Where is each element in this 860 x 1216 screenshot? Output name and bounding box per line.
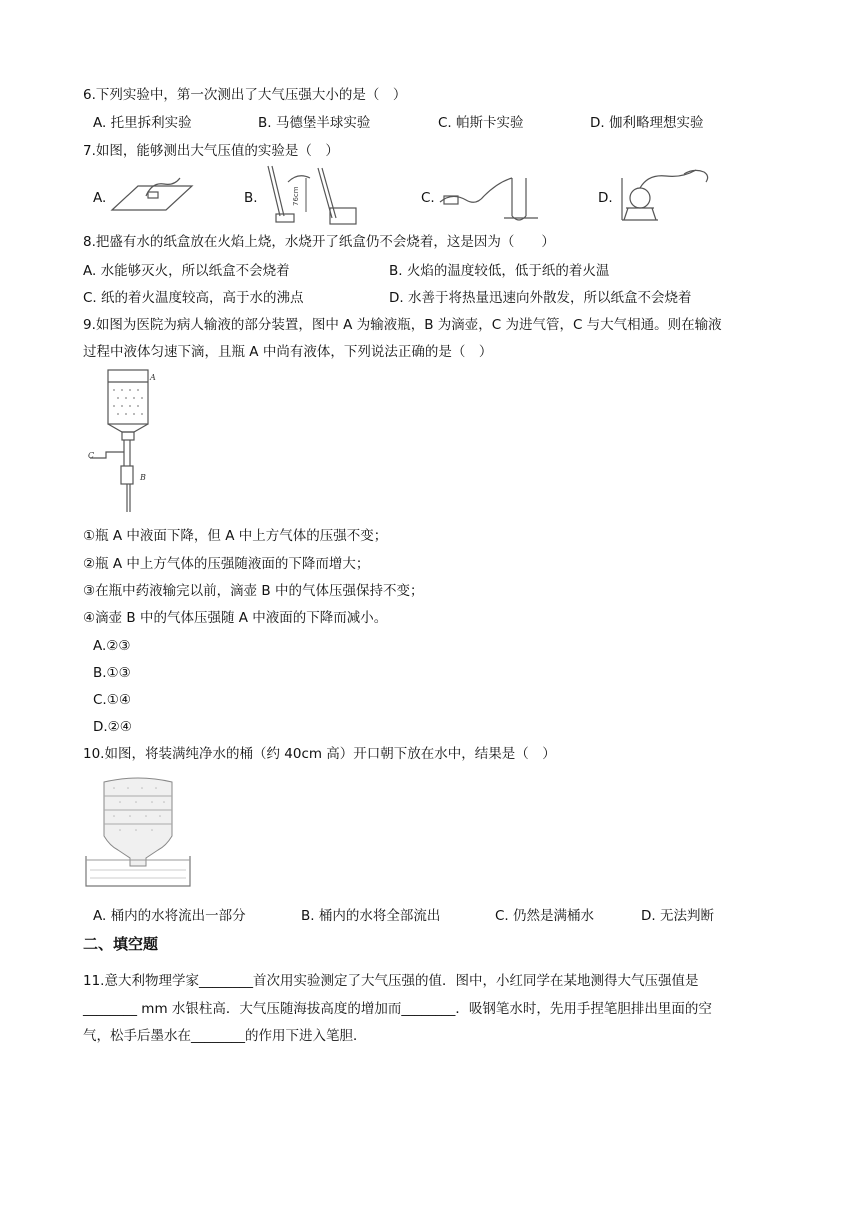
q9-statement-4: ④滴壶 B 中的气体压强随 A 中液面的下降而减小。 bbox=[83, 610, 388, 626]
q10-option-c: C. 仍然是满桶水 bbox=[495, 908, 595, 924]
q7-label-c: C. bbox=[421, 190, 435, 206]
q8-option-a: A. 水能够灭火，所以纸盒不会烧着 bbox=[83, 263, 290, 279]
q8-option-d: D. 水善于将热量迅速向外散发，所以纸盒不会烧着 bbox=[389, 290, 692, 306]
q11-line3: 气，松手后墨水在________的作用下进入笔胆． bbox=[83, 1028, 367, 1044]
q9-option-a: A.②③ bbox=[93, 638, 131, 654]
q7-stem: 7.如图，能够测出大气压值的实验是（ ） bbox=[83, 143, 339, 159]
q11-line2: ________ mm 水银柱高．大气压随海拔高度的增加而________．吸钢笔水时，先用手捏笔胆排出里面的空 bbox=[83, 1001, 712, 1017]
q10-bucket-figure bbox=[84, 774, 192, 888]
q9-statement-1: ①瓶 A 中液面下降，但 A 中上方气体的压强不变； bbox=[83, 528, 388, 544]
q7-label-d: D. bbox=[598, 190, 613, 206]
q7-figure-b-text: 76cm bbox=[292, 186, 300, 206]
q10-option-a: A. 桶内的水将流出一部分 bbox=[93, 908, 246, 924]
q7-figure-a bbox=[108, 168, 196, 216]
q7-figure-d bbox=[614, 164, 718, 224]
q7-label-a: A. bbox=[93, 190, 107, 206]
q9-statement-2: ②瓶 A 中上方气体的压强随液面的下降而增大； bbox=[83, 556, 370, 572]
q6-option-b: B. 马德堡半球实验 bbox=[258, 115, 371, 131]
section-title-fill-in: 二、填空题 bbox=[83, 935, 159, 953]
q9-stem-line2: 过程中液体匀速下滴，且瓶 A 中尚有液体，下列说法正确的是（ ） bbox=[83, 344, 493, 360]
q6-option-c: C. 帕斯卡实验 bbox=[438, 115, 524, 131]
q9-figure-label-a: A bbox=[150, 373, 156, 382]
q10-option-b: B. 桶内的水将全部流出 bbox=[301, 908, 441, 924]
q9-figure-label-b: B bbox=[140, 473, 146, 482]
q9-stem-line1: 9.如图为医院为病人输液的部分装置，图中 A 为输液瓶，B 为滴壶，C 为进气管，C 与大气相通。则在输液 bbox=[83, 317, 722, 333]
q9-option-c: C.①④ bbox=[93, 692, 131, 708]
q7-figure-b bbox=[258, 162, 370, 228]
q6-stem: 6.下列实验中，第一次测出了大气压强大小的是（ ） bbox=[83, 87, 407, 103]
q11-line1: 11.意大利物理学家________首次用实验测定了大气压强的值．图中，小红同学在某地测得大气压强值是 bbox=[83, 973, 699, 989]
q9-option-d: D.②④ bbox=[93, 719, 132, 735]
q8-stem: 8.把盛有水的纸盒放在火焰上烧，水烧开了纸盒仍不会烧着，这是因为（ ） bbox=[83, 234, 555, 250]
q8-option-b: B. 火焰的温度较低，低于纸的着火温 bbox=[389, 263, 610, 279]
q6-option-a: A. 托里拆利实验 bbox=[93, 115, 192, 131]
q9-option-b: B.①③ bbox=[93, 665, 131, 681]
q8-option-c: C. 纸的着火温度较高，高于水的沸点 bbox=[83, 290, 304, 306]
q10-option-d: D. 无法判断 bbox=[641, 908, 714, 924]
q6-option-d: D. 伽利略理想实验 bbox=[590, 115, 704, 131]
q7-figure-c bbox=[434, 170, 544, 224]
q9-infusion-figure bbox=[84, 366, 166, 516]
q9-statement-3: ③在瓶中药液输完以前，滴壶 B 中的气体压强保持不变； bbox=[83, 583, 424, 599]
q7-label-b: B. bbox=[244, 190, 258, 206]
q9-figure-label-c: C bbox=[88, 451, 95, 460]
q10-stem: 10.如图，将装满纯净水的桶（约 40cm 高）开口朝下放在水中，结果是（ ） bbox=[83, 746, 556, 762]
